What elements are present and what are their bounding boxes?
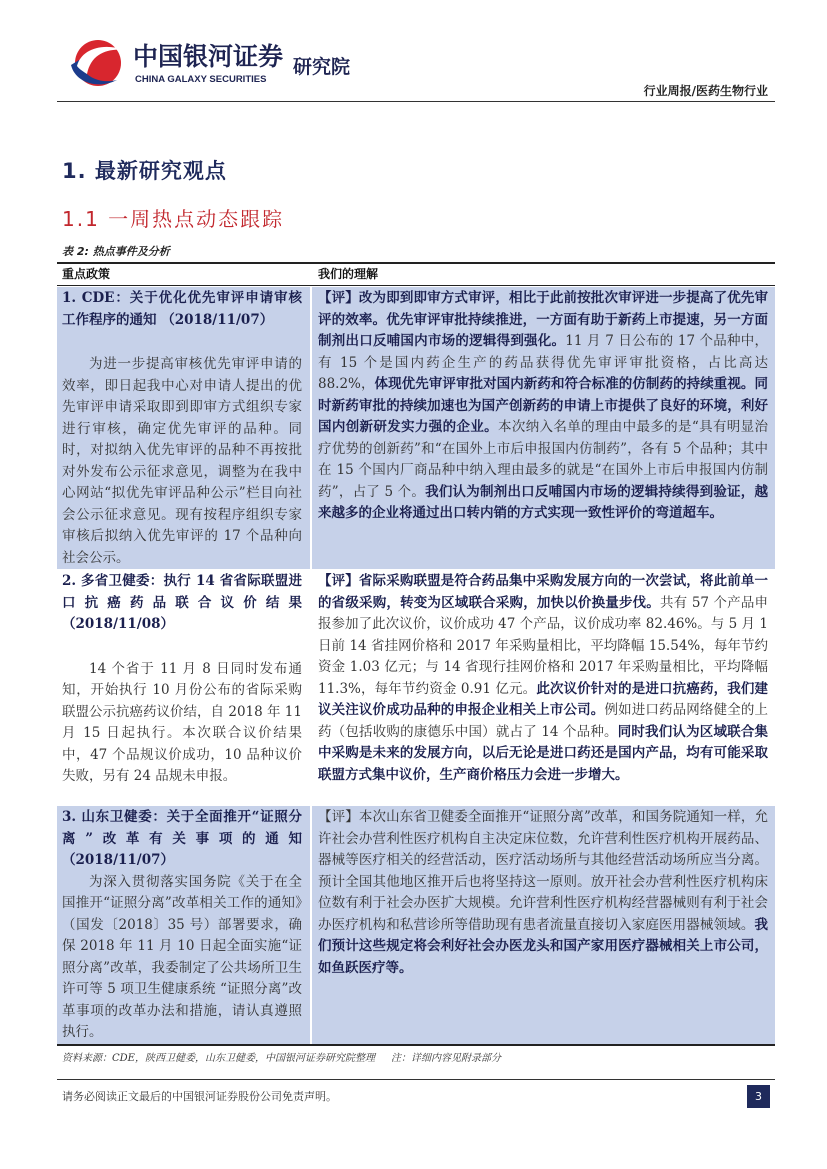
institute-label: 研究院 (293, 56, 351, 78)
page-number: 3 (747, 1085, 770, 1108)
analysis-text (318, 807, 768, 979)
table-header-row (57, 262, 775, 286)
footer-divider (57, 1079, 775, 1080)
analysis-segment: 【评】改为即到即审方式审评，相比于此前按批次审评进一步提高了优先审评的效率。优先审评审批持续推进，一方面有助于新药上市提速，另一方面制剂出口反哺国内市场的逻辑得到强化。 (318, 290, 768, 349)
policy-title: 3. 山东卫健委：关于全面推开“证照分离”改革有关事项的通知（2018/11/07） (62, 809, 302, 868)
policy-cell (57, 287, 310, 569)
table-bottom-rule (57, 1044, 775, 1046)
policy-body: 为深入贯彻落实国务院《关于在全国推开“证照分离”改革相关工作的通知》（国发〔2018〕35 号）部署要求，确保 2018 年 11 月 10 日起全面实施“证照分离”改革，我委制定了公共场所卫生许可等 5 项卫生健康系统 “证照分离”改革事项的改革办法和措施，请认真遵照执行。 (62, 873, 302, 1040)
disclaimer-text: 请务必阅读正文最后的中国银河证券股份公司免责声明。 (62, 1090, 337, 1103)
policy-title: 2. 多省卫健委：执行 14 省省际联盟进口抗癌药品联合议价结果（2018/11/08） (62, 573, 302, 632)
column-header-policy: 重点政策 (62, 267, 111, 281)
analysis-segment: 此次议价针对的是进口抗癌药，我们建议关注议价成功品种的申报企业相关上市公司。 (318, 680, 769, 718)
brand-name-en: CHINA GALAXY SECURITIES (135, 74, 267, 85)
policy-title: 1. CDE：关于优化优先审评申请审核工作程序的通知 （2018/11/07） (62, 290, 302, 328)
header-divider (57, 101, 775, 102)
table-caption: 表 2: 热点事件及分析 (62, 245, 170, 258)
analysis-segment: 我们认为制剂出口反哺国内市场的逻辑持续得到验证，越来越多的企业将通过出口转内销的方式实现一致性评价的弯道超车。 (318, 483, 769, 521)
analysis-text (318, 571, 768, 786)
analysis-cell (312, 287, 775, 569)
hot-events-table (57, 262, 775, 1066)
analysis-segment: 同时我们认为区域联合集中采购是未来的发展方向，以后无论是进口药还是国内产品，均有可能采取联盟方式集中议价，生产商价格压力会进一步增大。 (318, 723, 768, 783)
section-heading: 1. 最新研究观点 (62, 159, 227, 183)
column-header-analysis: 我们的理解 (318, 267, 379, 281)
analysis-segment: 体现优先审评审批对国内新药和符合标准的仿制药的持续重视。同时新药审批的持续加速也为国产创新药的申请上市提供了良好的环境，利好国内创新研发实力强的企业。 (318, 376, 768, 435)
table-row (57, 806, 775, 1044)
analysis-segment: 本次纳入名单的理由中最多的是“具有明显治疗优势的创新药”和“在国外上市后申报国内仿制药”，各有 5 个品种；其中在 15 个国内厂商品种中纳入理由最多的就是“在国外上市后申报国内仿制药”，占了 5 个。 (318, 419, 769, 500)
table-row (57, 287, 775, 569)
source-note (57, 1052, 775, 1066)
source-text: 资料来源：CDE，陕西卫健委，山东卫健委，中国银河证券研究院整理 (62, 1052, 375, 1064)
report-type-label: 行业周报/医药生物行业 (643, 84, 768, 98)
subsection-heading: 1.1 一周热点动态跟踪 (62, 207, 285, 231)
galaxy-logo-icon (67, 38, 129, 88)
table-row (57, 570, 775, 806)
brand-name-cn: 中国银河证券 (133, 42, 284, 71)
analysis-segment: 【评】本次山东省卫健委全面推开“证照分离”改革，和国务院通知一样，允许社会办营利性医疗机构自主决定床位数，允许营利性医疗机构开展药品、器械等医疗相关的经营活动，医疗活动场所与其他经营活动场所应当分离。预计全国其他地区推开后也将坚持这一原则。放开社会办营利性医疗机构床位数有利于社会办医扩大规模。允许营利性医疗机构经营器械则有利于社会办医疗机构和私营诊所等借助现有患者流量直接切入家庭医用器械领域。 (318, 809, 768, 933)
analysis-segment: 我们预计这些规定将会利好社会办医龙头和国产家用医疗器械相关上市公司，如鱼跃医疗等。 (318, 916, 768, 976)
analysis-segment: 共有 57 个产品申报参加了此次议价，议价成功 47 个产品，议价成功率 82.46%。与 5 月 1 日前 14 省挂网价格和 2017 年采购量相比，平均降幅 15.54%，每年节约资金 1.03 亿元；与 14 省现行挂网价格和 2017 年采购量相比，平均降幅 11.3%，每年节约资金 0.91 亿元。 (318, 594, 768, 697)
analysis-text (318, 288, 768, 525)
analysis-segment: 【评】省际采购联盟是符合药品集中采购发展方向的一次尝试，将此前单一的省级采购，转变为区域联合采购，加快以价换量步伐。 (318, 573, 768, 611)
policy-cell (57, 570, 310, 806)
analysis-segment: 例如进口药品网络健全的上药（包括收购的康德乐中国）就占了 14 个品种。 (318, 702, 768, 740)
note-text: 注：详细内容见附录部分 (390, 1052, 501, 1064)
analysis-cell (312, 806, 775, 1044)
policy-body: 14 个省于 11 月 8 日同时发布通知，开始执行 10 月份公布的省际采购联盟公示抗癌药议价结，自 2018 年 11 月 15 日起执行。本次联合议价结果中，47 个品规议价成功，10 品种议价失败，另有 24 品规未申报。 (62, 660, 302, 784)
analysis-segment: 11 月 7 日公布的 17 个品种中，有 15 个是国内药企生产的药品获得优先审评审批资格，占比高达 88.2%， (318, 333, 769, 392)
policy-cell (57, 806, 310, 1044)
policy-body: 为进一步提高审核优先审评申请的效率，即日起我中心对申请人提出的优先审评申请采取即到即审方式组织专家进行审核，确定优先审评的品种。同时，对拟纳入优先审评的品种不再按批对外发布公示征求意见，调整为在我中心网站“拟优先审评品种公示”栏目向社会公示征求意见。现有按程序组织专家审核后拟纳入优先审评的 17 个品种向社会公示。 (62, 356, 302, 566)
analysis-cell (312, 570, 775, 806)
